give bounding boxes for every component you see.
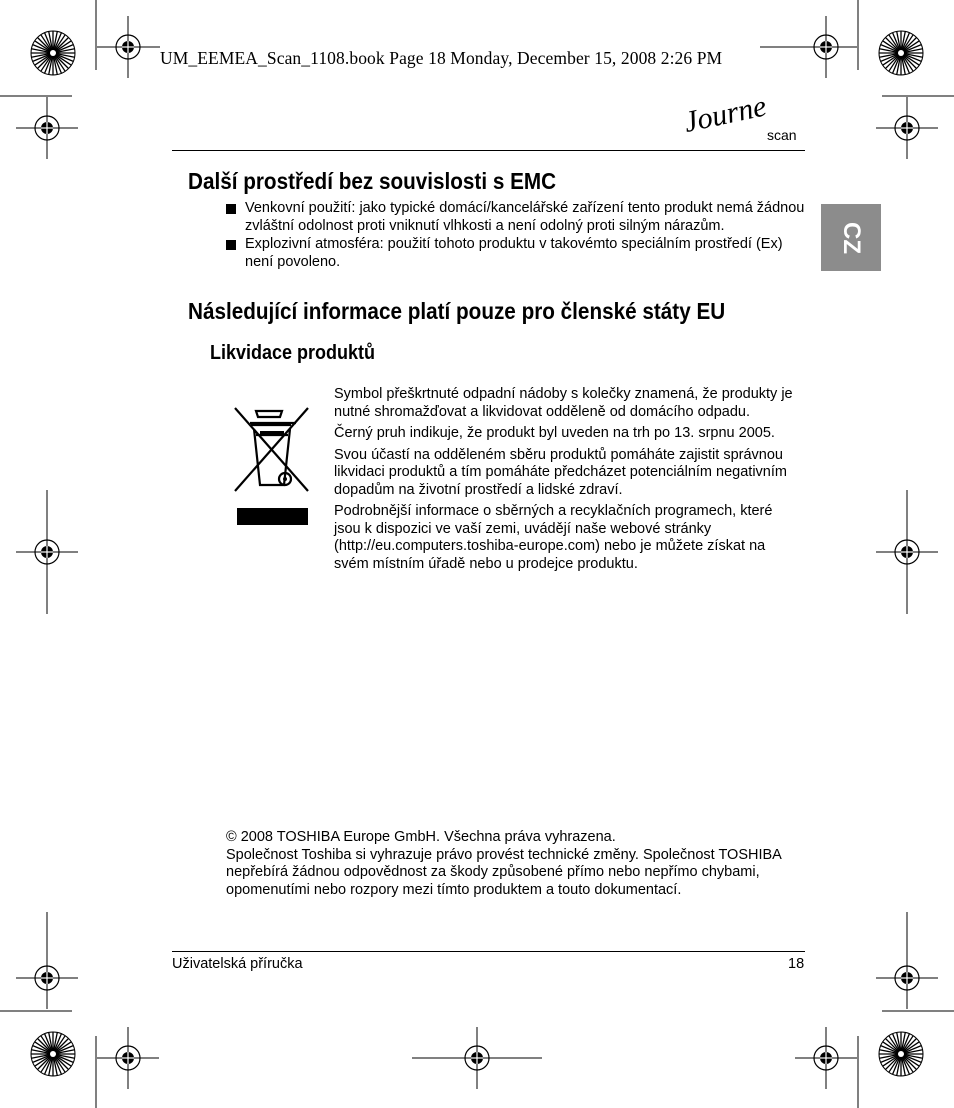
paragraph: Černý pruh indikuje, že produkt byl uveden na trh po 13. srpnu 2005. — [334, 425, 775, 441]
paragraph: Podrobnější informace o sběrných a recyklačních programech, které jsou k dispozici ve vaší zemi, uvádějí naše webové stránky (http://eu.computers.toshiba-europe.com) nebo je můžete získat na svém místním úřadě nebo u prodejce produktu. — [334, 503, 773, 572]
language-tab — [821, 204, 881, 271]
copyright-line: © 2008 TOSHIBA Europe GmbH. Všechna práva vyhrazena. — [226, 829, 616, 845]
paragraph: Svou účastí na odděleném sběru produktů pomáháte zajistit správnou likvidaci produktů a tím pomáháte předcházet potenciálním negativním dopadům na životní prostředí a lidské zdraví. — [334, 446, 787, 498]
section-subtitle-disposal: Likvidace produktů — [210, 342, 376, 364]
print-header: UM_EEMEA_Scan_1108.book Page 18 Monday, December 15, 2008 2:26 PM — [160, 48, 723, 68]
paragraph: Symbol přeškrtnuté odpadní nádoby s kolečky znamená, že produkty je nutné shromažďovat a likvidovat odděleně od domácího odpadu. — [334, 386, 793, 420]
bullet-square-icon — [226, 204, 236, 214]
page-number: 18 — [788, 956, 805, 972]
product-logo: Journe — [680, 89, 770, 140]
bullet-square-icon — [226, 240, 236, 250]
header-rule — [172, 150, 805, 151]
list-item-text: Venkovní použití: jako typické domácí/kancelářské zařízení tento produkt nemá žádnou zvláštní odolnost proti vniknutí vlhkosti a není odolný proti silným nárazům. — [245, 200, 805, 234]
product-logo-sub: scan — [767, 127, 797, 143]
disclaimer-text: Společnost Toshiba si vyhrazuje právo provést technické změny. Společnost TOSHIBA nepřebírá žádnou odpovědnost za škody způsobené přímo nebo nepřímo chybami, opomenutími nebo rozpory mezi tímto produktem a touto dokumentací. — [226, 846, 782, 898]
list-item-text: Explozivní atmosféra: použití tohoto produktu v takovémto speciálním prostředí (Ex) není povoleno. — [245, 236, 783, 270]
emc-bullet-list — [226, 200, 811, 272]
list-item — [226, 200, 811, 235]
crossed-bin-icon — [232, 405, 312, 527]
language-tab-label: CZ — [838, 221, 865, 254]
list-item — [226, 236, 811, 271]
copyright-note — [226, 829, 806, 899]
section-title-eu: Následující informace platí pouze pro členské státy EU — [188, 298, 726, 324]
disposal-text — [334, 386, 794, 577]
section-title-emc: Další prostředí bez souvislosti s EMC — [188, 168, 557, 194]
footer-manual-title: Uživatelská příručka — [172, 956, 303, 972]
footer-rule — [172, 951, 805, 952]
